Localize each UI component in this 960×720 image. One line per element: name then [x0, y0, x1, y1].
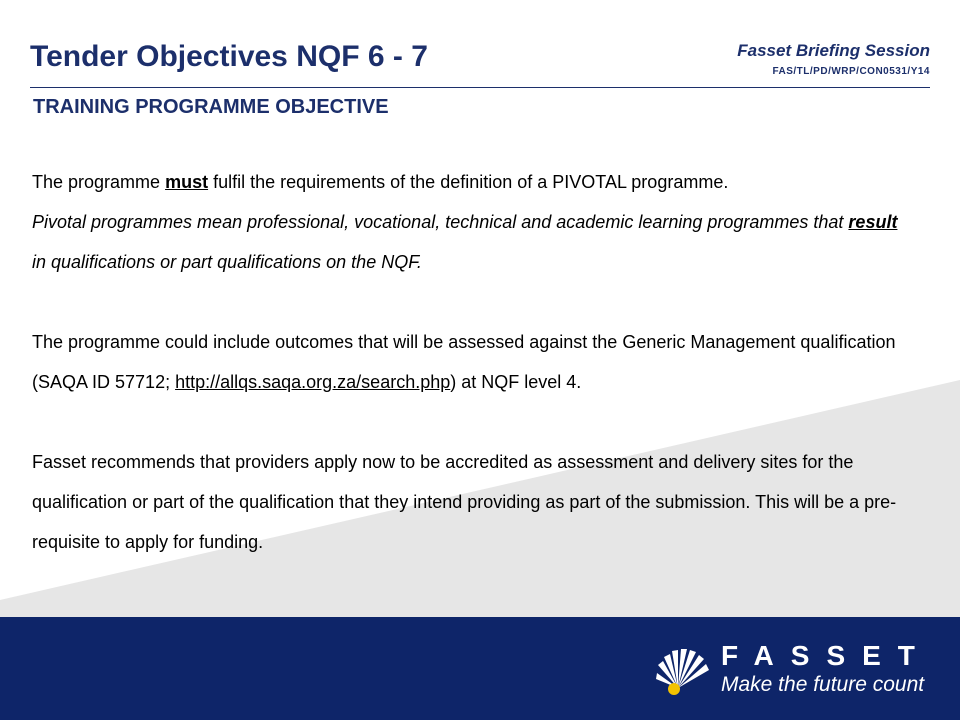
- emphasis-result: result: [848, 212, 898, 232]
- paragraph-1: [32, 162, 912, 282]
- paragraph-3: Fasset recommends that providers apply now to be accredited as assessment and delivery sites for the qualification or part of the qualification that they intend providing as part of the submission. This will be a pre-requisite to apply for funding.: [32, 452, 897, 552]
- sunburst-logo-icon: [654, 641, 712, 697]
- p2-text-before: The programme could include outcomes that will be assessed against the Generic Management qualification (SAQA ID 57712;: [32, 332, 896, 392]
- body-text: [32, 162, 912, 562]
- session-name: Fasset Briefing Session: [737, 41, 930, 60]
- page-title: Tender Objectives NQF 6 - 7: [30, 40, 428, 73]
- saqa-link[interactable]: http://allqs.saqa.org.za/search.php: [175, 372, 451, 392]
- brand-name: FASSET: [721, 640, 932, 671]
- p2-text-after: ) at NQF level 4.: [450, 372, 582, 392]
- emphasis-must: must: [165, 172, 209, 192]
- reference-code: FAS/TL/PD/WRP/CON0531/Y14: [772, 66, 930, 77]
- p1-text-before: The programme: [32, 172, 166, 192]
- paragraph-2: [32, 322, 912, 402]
- p1-text-after: fulfil the requirements of the definition of a PIVOTAL programme.: [208, 172, 729, 192]
- section-subtitle: TRAINING PROGRAMME OBJECTIVE: [33, 96, 389, 118]
- header-divider: [30, 87, 930, 88]
- p1-italic-after: in qualifications or part qualifications on the NQF.: [32, 252, 422, 272]
- p1-italic-before: Pivotal programmes mean professional, vocational, technical and academic learning programmes that: [32, 212, 849, 232]
- brand-tagline: Make the future count: [721, 673, 925, 696]
